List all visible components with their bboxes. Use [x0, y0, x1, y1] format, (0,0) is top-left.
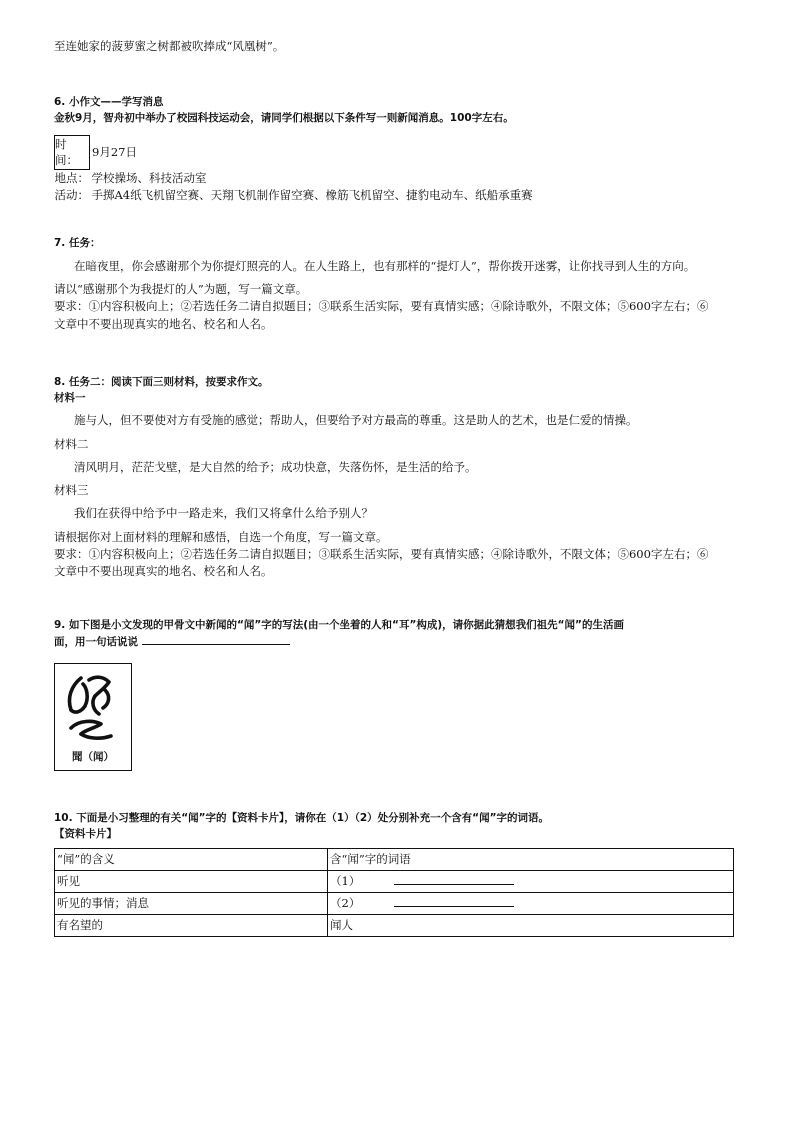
- table-row: [55, 893, 734, 915]
- table-row: [55, 871, 734, 893]
- q8-title: 8. 任务二：阅读下面三则材料，按要求作文。: [54, 375, 269, 388]
- info-value-place: 学校操场、科技活动室: [91, 170, 207, 185]
- q6-prompt: 金秋9月，智舟初中举办了校园科技运动会，请同学们根据以下条件写一则新闻消息。100字左右。: [54, 112, 514, 124]
- q9-question-line2: [54, 634, 744, 651]
- oracle-bone-caption: 聞（闻）: [72, 751, 114, 764]
- info-label-place: 地点：: [54, 171, 89, 186]
- q7-requirement-line2: 文章中不要出现真实的地名、校名和人名。: [54, 316, 273, 331]
- answer-blank-2[interactable]: [394, 896, 514, 907]
- q7-instruction: 请以“感谢那个为我提灯的人”为题，写一篇文章。: [54, 282, 308, 297]
- q6-info-table: [54, 135, 533, 204]
- q6-title: 6. 小作文——学写消息: [54, 96, 164, 109]
- blank-number-1: （1）: [330, 874, 361, 889]
- info-row-place: [55, 170, 533, 187]
- q7-title: 7. 任务：: [54, 237, 101, 250]
- table-cell-word: [328, 893, 734, 915]
- q9-question-line1: 9. 如下图是小文发现的甲骨文中新闻的“闻”字的写法(由一个坐着的人和“耳”构成)，请你据此猜想我们祖先“闻”的生活画: [54, 619, 624, 632]
- info-label-activity: 活动：: [54, 188, 89, 203]
- info-value-activity: 手掷A4纸飞机留空赛、天翔飞机制作留空赛、橡筋飞机留空、捷豹电动车、纸船承重赛: [91, 187, 533, 202]
- table-header-meaning: “闻”的含义: [55, 849, 328, 871]
- q7-requirement-line1: 要求：①内容积极向上；②若选任务二请自拟题目；③联系生活实际，要有真情实感；④除诗歌外，不限文体；⑤600字左右；⑥: [54, 299, 709, 314]
- q8-instruction: 请根据你对上面材料的理解和感悟，自选一个角度，写一篇文章。: [54, 529, 388, 544]
- info-label-time: 时间：: [55, 135, 90, 169]
- oracle-bone-glyph-icon: [59, 670, 127, 748]
- q8-material1-text: 施与人，但不要使对方有受施的感觉；帮助人，但要给予对方最高的尊重。这是助人的艺术，也是仁爱的情操。: [74, 413, 638, 428]
- info-row-activity: [55, 187, 533, 204]
- table-cell-word: [328, 871, 734, 893]
- q5-tail-text: 至连她家的菠萝蜜之树都被吹捧成“风凰树”。: [54, 39, 285, 53]
- q8-material3-label: 材料三: [54, 483, 89, 498]
- q8-requirement-line1: 要求：①内容积极向上；②若选任务二请自拟题目；③联系生活实际，要有真情实感；④除诗歌外，不限文体；⑤600字左右；⑥: [54, 546, 709, 561]
- q7-paragraph: 在暗夜里，你会感谢那个为你提灯照亮的人。在人生路上，也有那样的“提灯人”，帮你拨开迷雾，让你找寻到人生的方向。: [74, 258, 696, 273]
- q8-material1-label: 材料一: [54, 391, 86, 404]
- q8-material3-text: 我们在获得中给予中一路走来，我们又将拿什么给予别人？: [74, 506, 373, 521]
- exam-page: [54, 34, 744, 937]
- table-cell-word: 闻人: [328, 915, 734, 937]
- q8-requirement-line2: 文章中不要出现真实的地名、校名和人名。: [54, 564, 273, 579]
- q10-title: 10. 下面是小习整理的有关“闻”字的【资料卡片】，请你在（1）（2）处分别补充一个含有“闻”字的词语。: [54, 811, 549, 824]
- table-cell-meaning: 有名望的: [55, 915, 328, 937]
- table-header-row: [55, 849, 734, 871]
- q8-material2-text: 清风明月，茫茫戈壁，是大自然的给予；成功快意，失落伤怀，是生活的给予。: [74, 459, 477, 474]
- table-row: [55, 915, 734, 937]
- oracle-bone-figure: [54, 663, 132, 771]
- info-row-time: [55, 135, 533, 169]
- answer-blank-1[interactable]: [394, 874, 514, 885]
- table-cell-meaning: 听见的事情；消息: [55, 893, 328, 915]
- q9-question-text: 面，用一句话说说: [54, 636, 138, 649]
- table-header-words: 含“闻”字的词语: [328, 849, 734, 871]
- info-value-time: 9月27日: [92, 144, 137, 159]
- q9-answer-blank[interactable]: [142, 634, 290, 645]
- q8-material2-label: 材料二: [54, 436, 89, 451]
- q10-card-label: 【资料卡片】: [54, 827, 117, 840]
- table-cell-meaning: 听见: [55, 871, 328, 893]
- resource-card-table: [54, 848, 734, 937]
- blank-number-2: （2）: [330, 896, 361, 911]
